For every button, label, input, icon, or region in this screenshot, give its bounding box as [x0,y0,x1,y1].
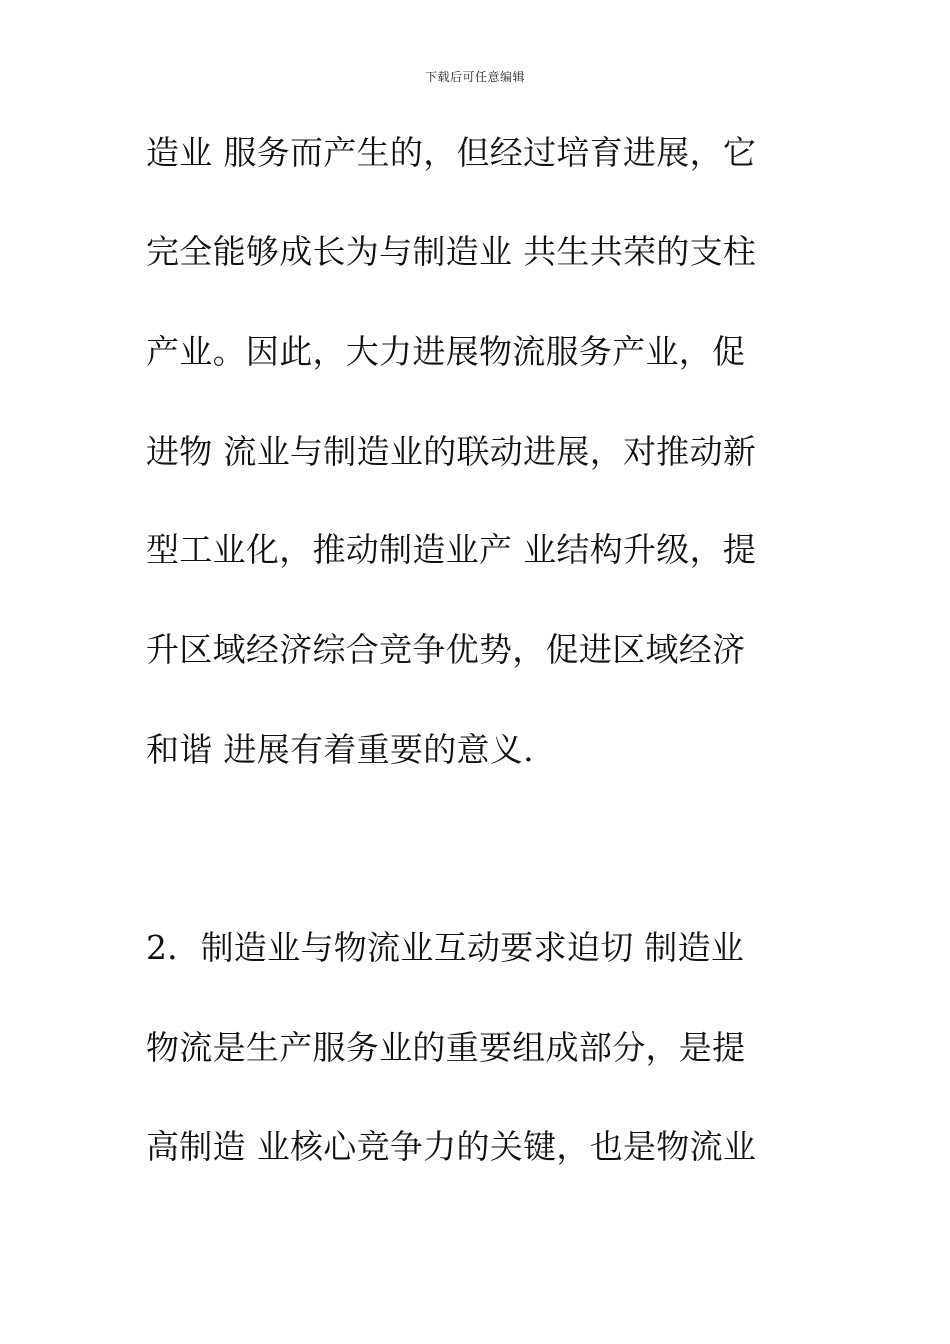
text-line: 高制造 业核心竞争力的关键，也是物流业 [146,1127,757,1166]
text-line: 造业 服务而产生的，但经过培育进展，它 [146,133,757,172]
text-line: 完全能够成长为与制造业 共生共荣的支柱 [146,232,757,271]
text-line: 产业。因此，大力进展物流服务产业，促 [146,332,746,371]
text-line: 型工业化，推动制造业产 业结构升级，提 [146,530,757,569]
text-line: 物流是生产服务业的重要组成部分，是提 [146,1028,746,1067]
text-line: 进物 流业与制造业的联动进展，对推动新 [146,432,757,471]
download-note: 下载后可任意编辑 [424,70,525,84]
section-heading-line: 2．制造业与物流业互动要求迫切 制造业 [146,928,745,967]
text-line: 升区域经济综合竞争优势，促进区域经济 [146,630,746,669]
text-line: 和谐 进展有着重要的意义. [146,730,534,769]
